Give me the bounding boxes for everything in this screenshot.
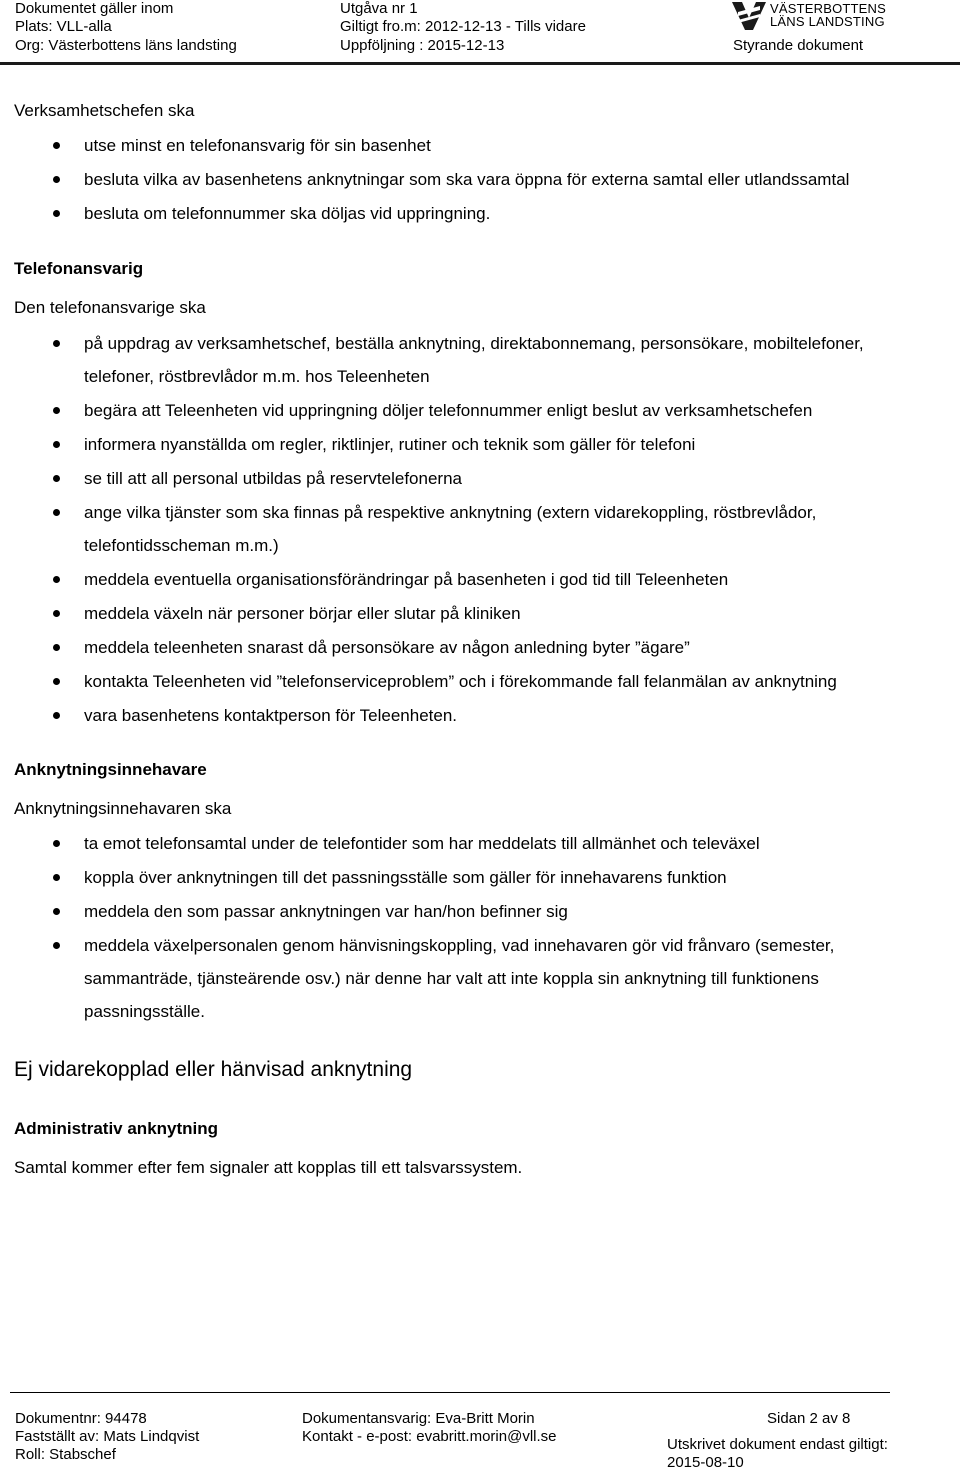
list-item	[14, 861, 914, 894]
footer-doc-owner: Dokumentansvarig: Eva-Britt Morin	[302, 1410, 535, 1427]
bullet-icon	[53, 874, 60, 881]
bullet-icon	[53, 610, 60, 617]
footer-printed-label: Utskrivet dokument endast giltigt:	[667, 1436, 888, 1453]
list-item-text: besluta vilka av basenhetens anknytningar som ska vara öppna för externa samtal eller utlandssamtal	[84, 170, 850, 189]
list-item-text: meddela växeln när personer börjar eller slutar på kliniken	[84, 604, 521, 623]
header-divider	[0, 62, 960, 65]
list-item-text: kontakta Teleenheten vid ”telefonserviceproblem” och i förekommande fall felanmälan av anknytning	[84, 672, 837, 691]
list-item	[14, 895, 914, 928]
section-heading-administrativ: Administrativ anknytning	[14, 1119, 219, 1138]
list-item-text: meddela växelpersonalen genom hänvisningskoppling, vad innehavaren gör vid frånvaro (semester, sammanträde, tjänsteärende osv.) när denne har valt att inte koppla sin anknytning till funktionens passningsställe.	[84, 936, 835, 1021]
bullet-icon	[53, 644, 60, 651]
list-item	[14, 129, 914, 162]
list-item-text: ta emot telefonsamtal under de telefontider som har meddelats till allmänhet och televäxel	[84, 834, 760, 853]
list-item-text: informera nyanställda om regler, riktlinjer, rutiner och teknik som gäller för telefoni	[84, 435, 696, 454]
section-heading-anknytningsinnehavare: Anknytningsinnehavare	[14, 760, 207, 779]
logo-line-1: VÄSTERBOTTENS	[770, 1, 887, 16]
bullet-icon	[53, 942, 60, 949]
list-item-text: meddela teleenheten snarast då personsökare av någon anledning byter ”ägare”	[84, 638, 690, 657]
list-item	[14, 699, 914, 732]
footer-printed-date: 2015-08-10	[667, 1454, 744, 1471]
list-item-text: ange vilka tjänster som ska finnas på respektive anknytning (extern vidarekoppling, röstbrevlådor, telefontidsscheman m.m.)	[84, 503, 817, 555]
bullet-icon	[53, 407, 60, 414]
header-scope: Dokumentet gäller inom	[15, 0, 174, 17]
bullet-icon	[53, 340, 60, 347]
footer-approved-by: Fastställt av: Mats Lindqvist	[15, 1428, 200, 1445]
bullet-icon	[53, 712, 60, 719]
list-item-text: utse minst en telefonansvarig för sin basenhet	[84, 136, 431, 155]
bullet-icon	[53, 840, 60, 847]
list-item	[14, 163, 914, 196]
bullet-icon	[53, 210, 60, 217]
bullet-icon	[53, 678, 60, 685]
list-item	[14, 496, 914, 562]
list-item-text: meddela den som passar anknytningen var han/hon befinner sig	[84, 902, 568, 921]
header-org: Org: Västerbottens läns landsting	[15, 37, 237, 54]
list-item-text: på uppdrag av verksamhetschef, beställa anknytning, direktabonnemang, personsökare, mobiltelefoner, telefoner, röstbrevlådor m.m. hos Teleenheten	[84, 334, 864, 386]
header-validity: Giltigt fro.m: 2012-12-13 - Tills vidare	[340, 18, 586, 35]
telefonansvarig-lead: Den telefonansvarige ska	[14, 298, 206, 317]
intro-lead: Verksamhetschefen ska	[14, 101, 195, 120]
list-item-text: koppla över anknytningen till det passningsställe som gäller för innehavarens funktion	[84, 868, 727, 887]
bullet-icon	[53, 441, 60, 448]
section-heading-telefonansvarig: Telefonansvarig	[14, 259, 144, 278]
bullet-icon	[53, 142, 60, 149]
list-item	[14, 197, 914, 230]
document-type: Styrande dokument	[733, 37, 864, 54]
logo-line-2: LÄNS LANDSTING	[770, 14, 885, 29]
list-item	[14, 394, 914, 427]
header-place: Plats: VLL-alla	[15, 18, 112, 35]
list-item-text: besluta om telefonnummer ska döljas vid uppringning.	[84, 204, 491, 223]
logo-mark-icon	[732, 2, 766, 30]
telefonansvarig-list	[14, 327, 914, 732]
list-item-text: vara basenhetens kontaktperson för Teleenheten.	[84, 706, 458, 725]
administrativ-text: Samtal kommer efter fem signaler att kopplas till ett talsvarssystem.	[14, 1158, 523, 1177]
anknytningsinnehavare-lead: Anknytningsinnehavaren ska	[14, 799, 232, 818]
footer-divider	[10, 1392, 890, 1393]
footer-role: Roll: Stabschef	[15, 1446, 116, 1463]
bullet-icon	[53, 475, 60, 482]
bullet-icon	[53, 509, 60, 516]
footer-doc-number: Dokumentnr: 94478	[15, 1410, 147, 1427]
list-item	[14, 327, 914, 393]
list-item	[14, 563, 914, 596]
footer-contact-email: Kontakt - e-post: evabritt.morin@vll.se	[302, 1428, 557, 1445]
anknytningsinnehavare-list	[14, 827, 914, 1028]
list-item	[14, 929, 914, 1028]
section-heading-ej-vidarekopplad: Ej vidarekopplad eller hänvisad anknytning	[14, 1058, 413, 1081]
header-edition: Utgåva nr 1	[340, 0, 418, 17]
footer-page-number: Sidan 2 av 8	[767, 1410, 851, 1427]
list-item	[14, 462, 914, 495]
bullet-icon	[53, 176, 60, 183]
document-body	[14, 95, 914, 1184]
list-item	[14, 631, 914, 664]
list-item	[14, 428, 914, 461]
list-item	[14, 665, 914, 698]
logo-wordmark	[770, 2, 886, 28]
header-followup: Uppföljning : 2015-12-13	[340, 37, 505, 54]
intro-list	[14, 129, 914, 230]
organization-logo	[732, 2, 902, 32]
list-item-text: begära att Teleenheten vid uppringning döljer telefonnummer enligt beslut av verksamhetschefen	[84, 401, 813, 420]
list-item-text: se till att all personal utbildas på reservtelefonerna	[84, 469, 462, 488]
list-item	[14, 827, 914, 860]
list-item	[14, 597, 914, 630]
bullet-icon	[53, 908, 60, 915]
bullet-icon	[53, 576, 60, 583]
list-item-text: meddela eventuella organisationsförändringar på basenheten i god tid till Teleenheten	[84, 570, 729, 589]
